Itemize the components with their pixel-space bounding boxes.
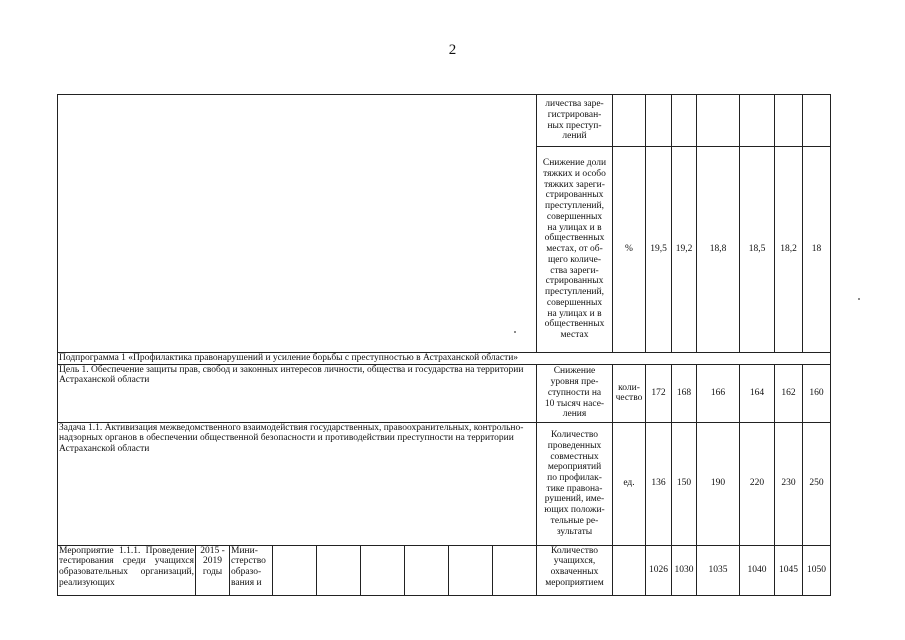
table-row [58, 353, 831, 365]
table-row [58, 422, 831, 545]
value-2016: 1030 [672, 545, 697, 595]
value-2019: 18,2 [775, 147, 803, 353]
indicator-cell: Снижение доли тяжких и особо тяжких зареги- стрированных преступлений, совершенных на улицах и в общественных местах, от об- щего количе- ства зареги- стрированных преступлений, совершенных на улицах и в общественных местах [537, 147, 613, 353]
unit-cell [613, 545, 646, 595]
value-2017: 18,8 [697, 147, 740, 353]
indicator-cell: Количество учащихся, охваченных мероприятием [537, 545, 613, 595]
measure-executor: Мини- стерство образо- вания и [230, 545, 273, 595]
value-2019: 230 [775, 422, 803, 545]
value-2015: 136 [646, 422, 672, 545]
value-2015: 172 [646, 364, 672, 422]
value-2016: 19,2 [672, 147, 697, 353]
task-text: Задача 1.1. Активизация межведомственного взаимодействия государственных, правоохранительных, контрольно-надзорных органов в обеспечении общественной безопасности и противодействии преступности на территории Астраханской области [58, 422, 537, 545]
table-row [58, 545, 831, 595]
indicator-cell: Количество проведенных совместных мероприятий по профилак- тике правона- рушений, име- ющих положи- тельные ре- зультаты [537, 422, 613, 545]
subprogram-title: Подпрограмма 1 «Профилактика правонарушений и усиление борьбы с преступностью в Астраханской области» [58, 353, 831, 365]
scan-speck [858, 298, 860, 300]
value-2019: 162 [775, 364, 803, 422]
value-2015: 19,5 [646, 147, 672, 353]
page-number: 2 [448, 42, 457, 58]
value-2018: 220 [740, 422, 775, 545]
value-2019: 1045 [775, 545, 803, 595]
measure-text: Мероприятие 1.1.1. Проведение тестирования среди учащихся образовательных организаций, реализующих [58, 545, 196, 595]
value-2020: 160 [803, 364, 831, 422]
unit-cell: % [613, 147, 646, 353]
goal-text: Цель 1. Обеспечение защиты прав, свобод и законных интересов личности, общества и государства на территории Астраханской области [58, 364, 537, 422]
program-table [57, 94, 831, 596]
table-row [58, 95, 831, 147]
measure-period: 2015 - 2019 годы [196, 545, 230, 595]
value-2018: 164 [740, 364, 775, 422]
value-2020: 1050 [803, 545, 831, 595]
scan-speck [514, 331, 516, 333]
value-2017: 190 [697, 422, 740, 545]
value-2018: 1040 [740, 545, 775, 595]
value-2017: 166 [697, 364, 740, 422]
value-2015: 1026 [646, 545, 672, 595]
unit-cell: коли- чество [613, 364, 646, 422]
value-2017: 1035 [697, 545, 740, 595]
value-2016: 150 [672, 422, 697, 545]
indicator-cell: личества заре- гистрирован- ных преступ- лений [537, 95, 613, 147]
indicator-cell: Снижение уровня пре- ступности на 10 тысяч насе- ления [537, 364, 613, 422]
table-row [58, 147, 831, 353]
value-2018: 18,5 [740, 147, 775, 353]
value-2020: 250 [803, 422, 831, 545]
value-2016: 168 [672, 364, 697, 422]
value-2020: 18 [803, 147, 831, 353]
table-row [58, 364, 831, 422]
unit-cell: ед. [613, 422, 646, 545]
